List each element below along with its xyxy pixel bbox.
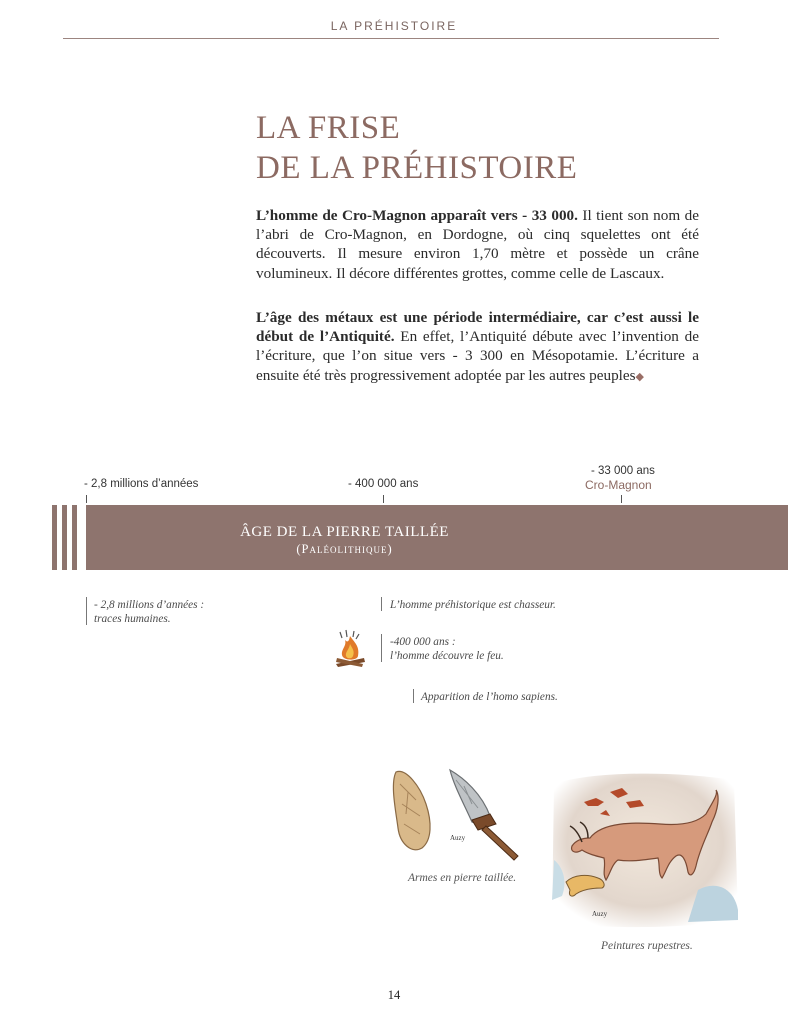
event-feu bbox=[390, 635, 504, 663]
weapons-caption: Armes en pierre taillée. bbox=[408, 872, 517, 884]
title-line-2: DE LA PRÉHISTOIRE bbox=[256, 150, 578, 186]
band-stripe bbox=[72, 505, 77, 570]
event-traces-humaines bbox=[94, 598, 204, 626]
paragraph-1-bold: L’homme de Cro-Magnon apparaît vers - 33 000. bbox=[256, 207, 578, 224]
header-rule bbox=[63, 38, 719, 39]
event-line: L’homme préhistorique est chasseur. bbox=[390, 599, 556, 611]
event-line: Apparition de l’homo sapiens. bbox=[421, 691, 558, 703]
paragraph-2-bold: L’âge des métaux est une période intermédiaire, car c’est aussi le début de l’Antiquité. bbox=[256, 309, 699, 346]
band-stripe bbox=[52, 505, 57, 570]
event-homo-sapiens bbox=[421, 690, 558, 704]
end-mark-icon: ◆ bbox=[635, 370, 645, 383]
event-marker bbox=[381, 634, 382, 662]
event-line: -400 000 ans : bbox=[390, 636, 456, 648]
tick-label-2-8-millions: - 2,8 millions d’années bbox=[84, 478, 199, 490]
svg-text:Auzy: Auzy bbox=[450, 834, 466, 842]
event-line: l’homme découvre le feu. bbox=[390, 650, 504, 662]
period-title: ÂGE DE LA PIERRE TAILLÉE bbox=[240, 524, 449, 540]
paragraph-1-text: Il tient son nom de l’abri de Cro-Magnon, en Dordogne, où cinq squelettes ont été découverts. Il mesure environ 1,70 mètre et possède un crâne volumineux. Il décore différentes grottes, comme celle de Lascaux. bbox=[256, 207, 699, 282]
timeline-tick bbox=[621, 495, 622, 503]
event-line: traces humaines. bbox=[94, 613, 171, 625]
event-chasseur bbox=[390, 598, 556, 612]
paragraph-cro-magnon bbox=[256, 206, 699, 283]
title-line-1: LA FRISE bbox=[256, 110, 401, 146]
paragraph-2-text: En effet, l’Antiquité débute avec l’invention de l’écriture, que l’on situe vers - 3 300 en Mésopotamie. L’écriture a ensuite été très progressivement adoptée par les autres peuples bbox=[256, 328, 699, 384]
stone-weapons-illustration bbox=[386, 764, 532, 864]
running-header: LA PRÉHISTOIRE bbox=[330, 19, 458, 33]
fire-icon bbox=[332, 628, 368, 668]
page-number: 14 bbox=[387, 988, 401, 1002]
page-title bbox=[256, 108, 577, 188]
timeline-tick bbox=[86, 495, 87, 503]
event-line: - 2,8 millions d’années : bbox=[94, 599, 205, 611]
event-marker bbox=[86, 597, 87, 625]
tick-label-33000: - 33 000 ans bbox=[591, 465, 655, 477]
svg-text:Auzy: Auzy bbox=[592, 910, 608, 918]
cave-painting-illustration bbox=[548, 770, 740, 930]
timeline-tick bbox=[383, 495, 384, 503]
paintings-caption: Peintures rupestres. bbox=[601, 940, 693, 952]
event-marker bbox=[381, 597, 382, 611]
event-marker bbox=[413, 689, 414, 703]
period-subtitle: (Paléolithique) bbox=[296, 542, 393, 556]
band-stripe bbox=[62, 505, 67, 570]
tick-sublabel-cro-magnon: Cro-Magnon bbox=[585, 478, 652, 492]
paragraph-metaux bbox=[256, 308, 699, 387]
tick-label-400000: - 400 000 ans bbox=[348, 478, 419, 490]
